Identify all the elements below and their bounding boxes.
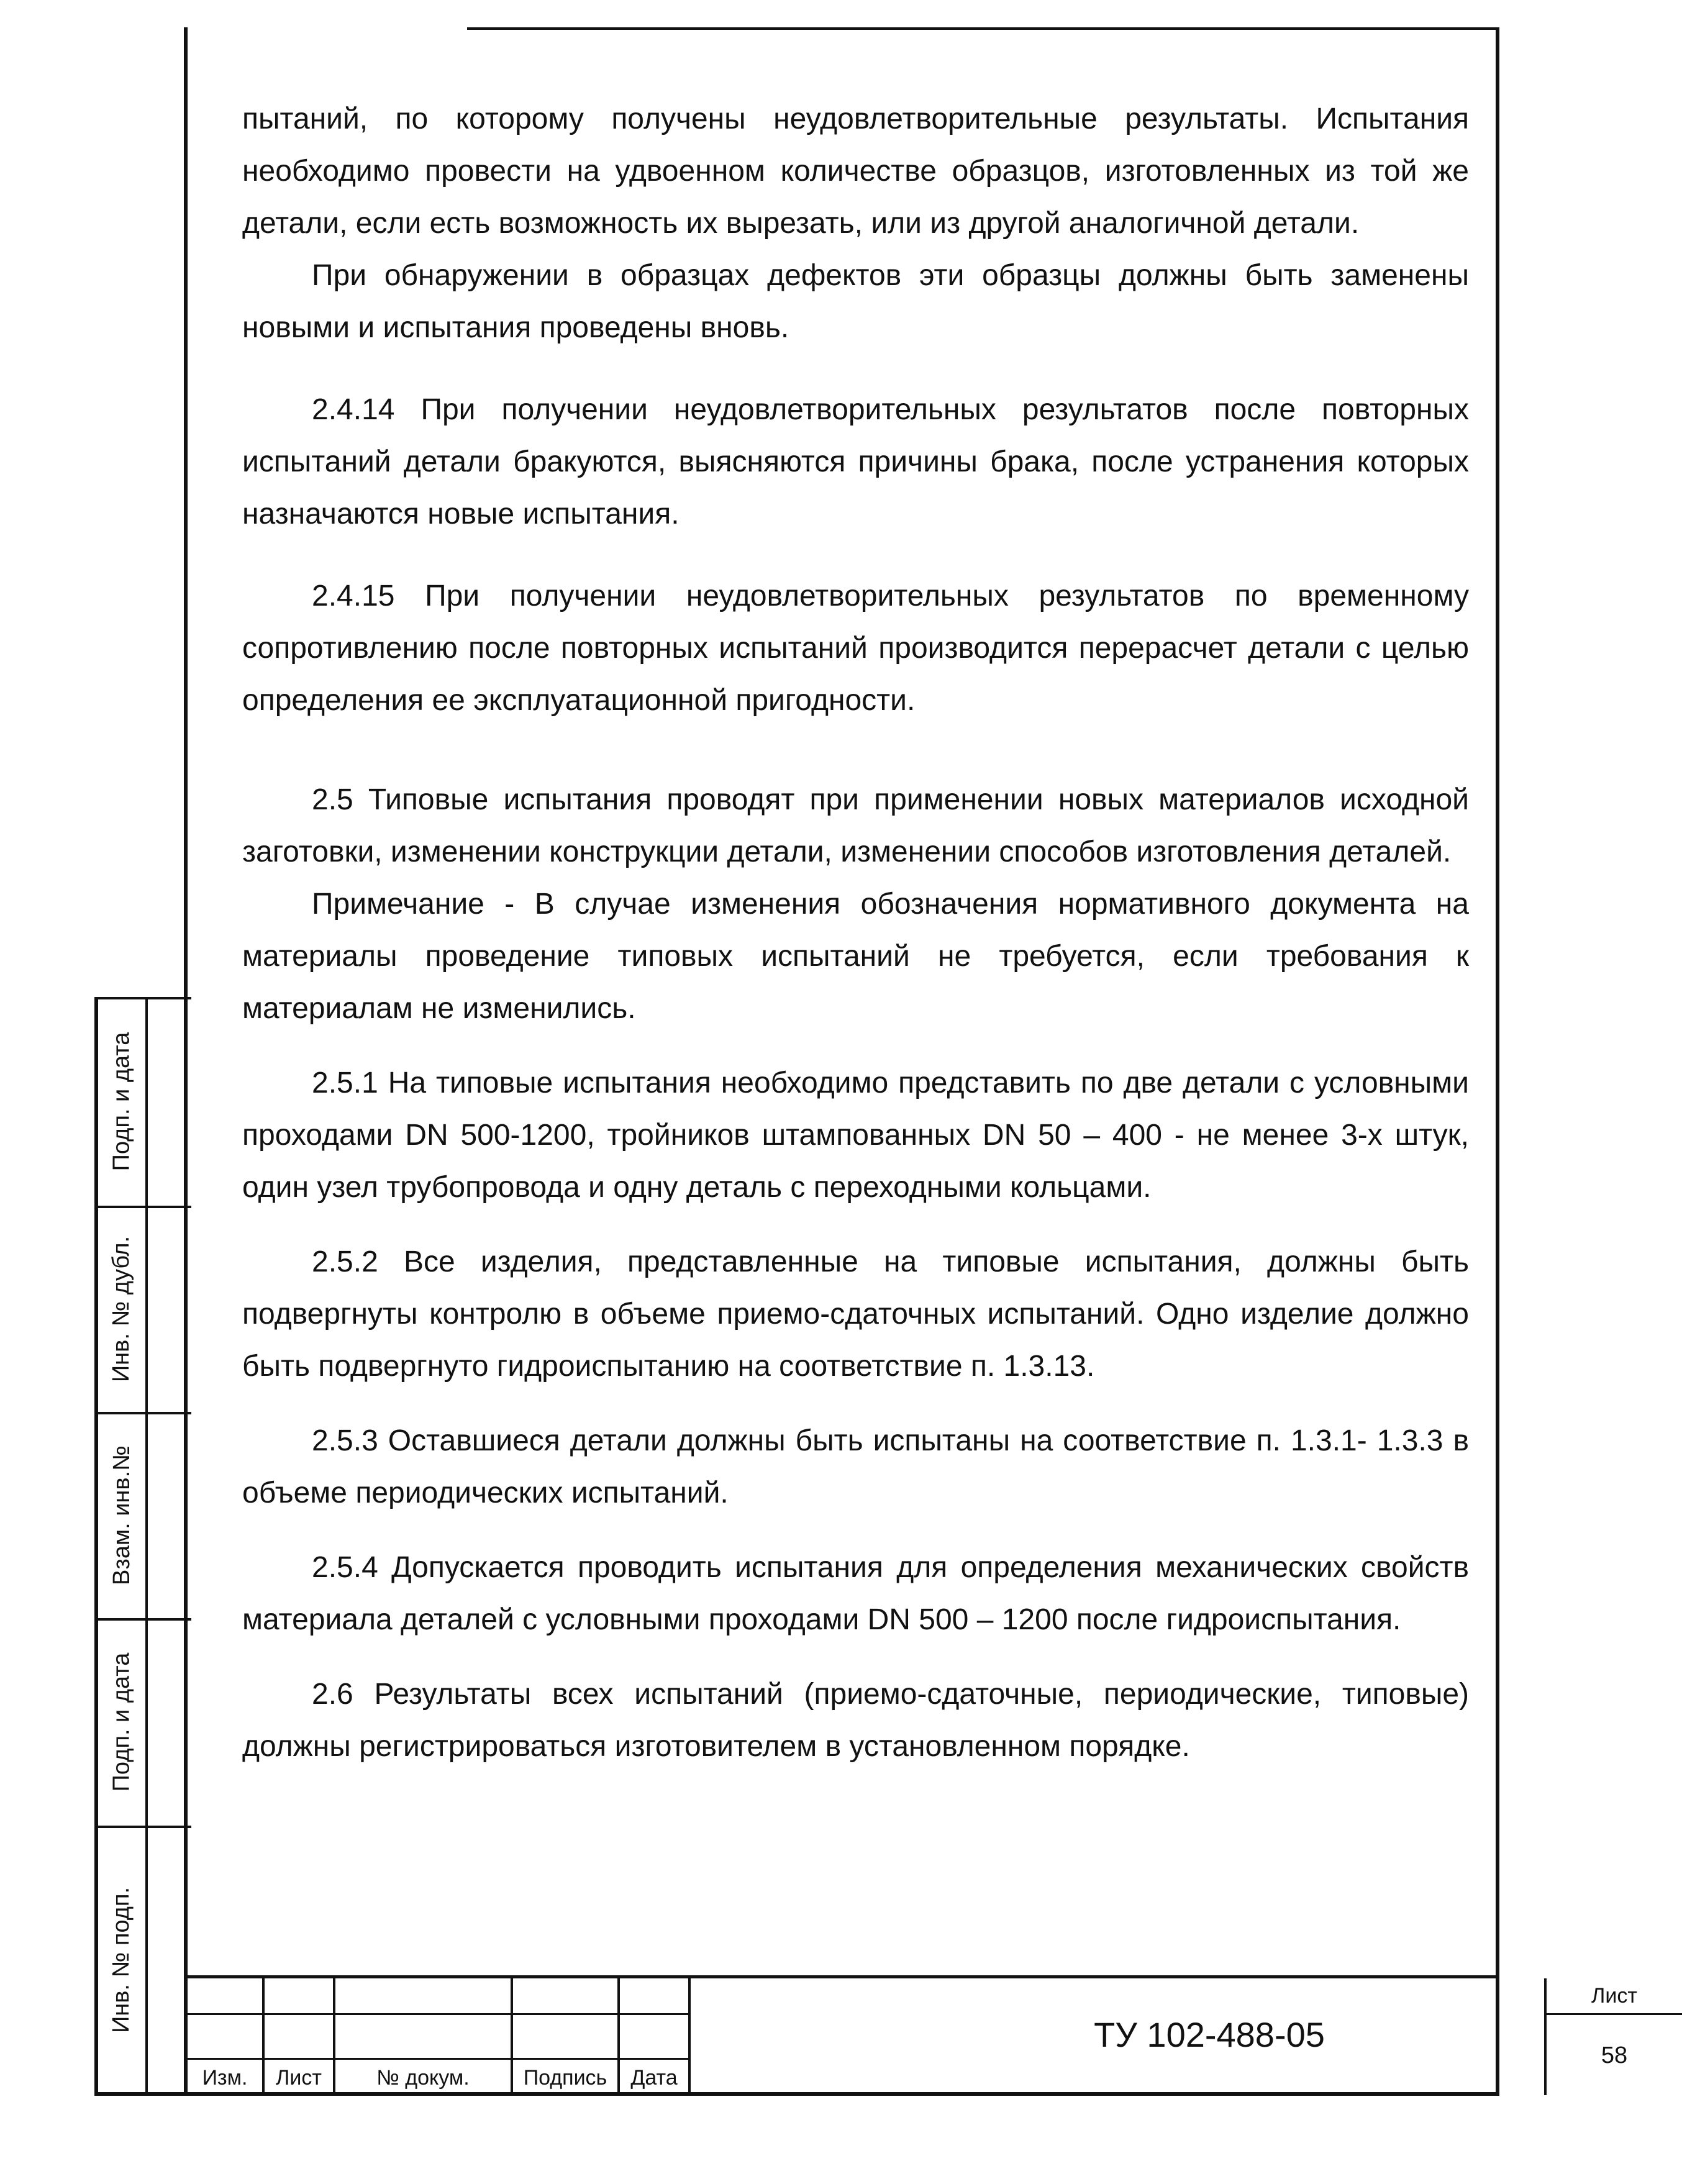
sheet-label: Лист xyxy=(1591,1983,1637,2008)
stamp-label-vzam-inv: Взам. инв.№ xyxy=(108,1445,135,1585)
side-stamp xyxy=(94,997,188,2094)
paragraph-2-5-4: 2.5.4 Допускается проводить испытания для определения механических свойств материала деталей с условными проходами DN 500 – 1200 после гидроиспытания. xyxy=(242,1551,1469,1636)
caption-podpis: Подпись xyxy=(523,2065,607,2090)
document-body xyxy=(242,93,1469,1773)
frame-right-border xyxy=(1496,27,1499,2096)
paragraph-2-6: 2.6 Результаты всех испытаний (приемо-сдаточные, периодические, типовые) должны регистрироваться изготовителем в установленном порядке. xyxy=(242,1678,1469,1763)
document-code: ТУ 102-488-05 xyxy=(1094,2014,1325,2054)
stamp-label-podp-data: Подп. и дата xyxy=(108,1032,135,1171)
paragraph-defects: При обнаружении в образцах дефектов эти образцы должны быть заменены новыми и испытания проведены вновь. xyxy=(242,259,1469,344)
title-block xyxy=(188,1975,1637,2092)
paragraph-2-5: 2.5 Типовые испытания проводят при применении новых материалов исходной заготовки, изменении конструкции детали, изменении способов изготовления деталей. xyxy=(242,783,1469,868)
stamp-label-inv-dubl: Инв. № дубл. xyxy=(108,1235,135,1382)
paragraph-2-5-3: 2.5.3 Оставшиеся детали должны быть испытаны на соответствие п. 1.3.1- 1.3.3 в объеме периодических испытаний. xyxy=(242,1424,1469,1509)
stamp-label-podp-data-2: Подп. и дата xyxy=(108,1652,135,1791)
title-block-col-line xyxy=(688,1978,691,2095)
title-block-row-line xyxy=(1547,2013,1682,2015)
frame-top-border xyxy=(467,27,1498,30)
caption-izm: Изм. xyxy=(202,2065,248,2090)
stamp-label-inv-podl: Инв. № подп. xyxy=(108,1886,135,2033)
caption-data: Дата xyxy=(630,2065,678,2090)
paragraph-2-5-2: 2.5.2 Все изделия, представленные на типовые испытания, должны быть подвергнуты контролю в объеме приемо-сдаточных испытаний. Одно изделие должно быть подвергнуто гидроиспытанию на соответствие п. 1.3.13. xyxy=(242,1245,1469,1383)
stamp-column-divider xyxy=(145,997,148,2094)
sheet-number: 58 xyxy=(1601,2042,1628,2068)
paragraph-2-4-15: 2.4.15 При получении неудовлетворительных результатов по временному сопротивлению после повторных испытаний производится перерасчет детали с целью определения ее эксплуатационной пригодности. xyxy=(242,580,1469,717)
paragraph-note: Примечание - В случае изменения обозначения нормативного документа на материалы проведение типовых испытаний не требуется, если требования к материалам не изменились. xyxy=(242,888,1469,1025)
caption-list: Лист xyxy=(276,2065,322,2090)
paragraph-2-5-1: 2.5.1 На типовые испытания необходимо представить по две детали с условными проходами DN 500-1200, тройников штампованных DN 50 – 400 - не менее 3-х штук, один узел трубопровода и одну деталь с переходными кольцами. xyxy=(242,1067,1469,1204)
caption-n-dokum: № докум. xyxy=(376,2065,470,2090)
paragraph-continued: пытаний, по которому получены неудовлетворительные результаты. Испытания необходимо провести на удвоенном количестве образцов, изготовленных из той же детали, если есть возможность их вырезать, или из другой аналогичной детали. xyxy=(242,102,1469,240)
paragraph-2-4-14: 2.4.14 При получении неудовлетворительных результатов после повторных испытаний детали бракуются, выясняются причины брака, после устранения которых назначаются новые испытания. xyxy=(242,393,1469,530)
